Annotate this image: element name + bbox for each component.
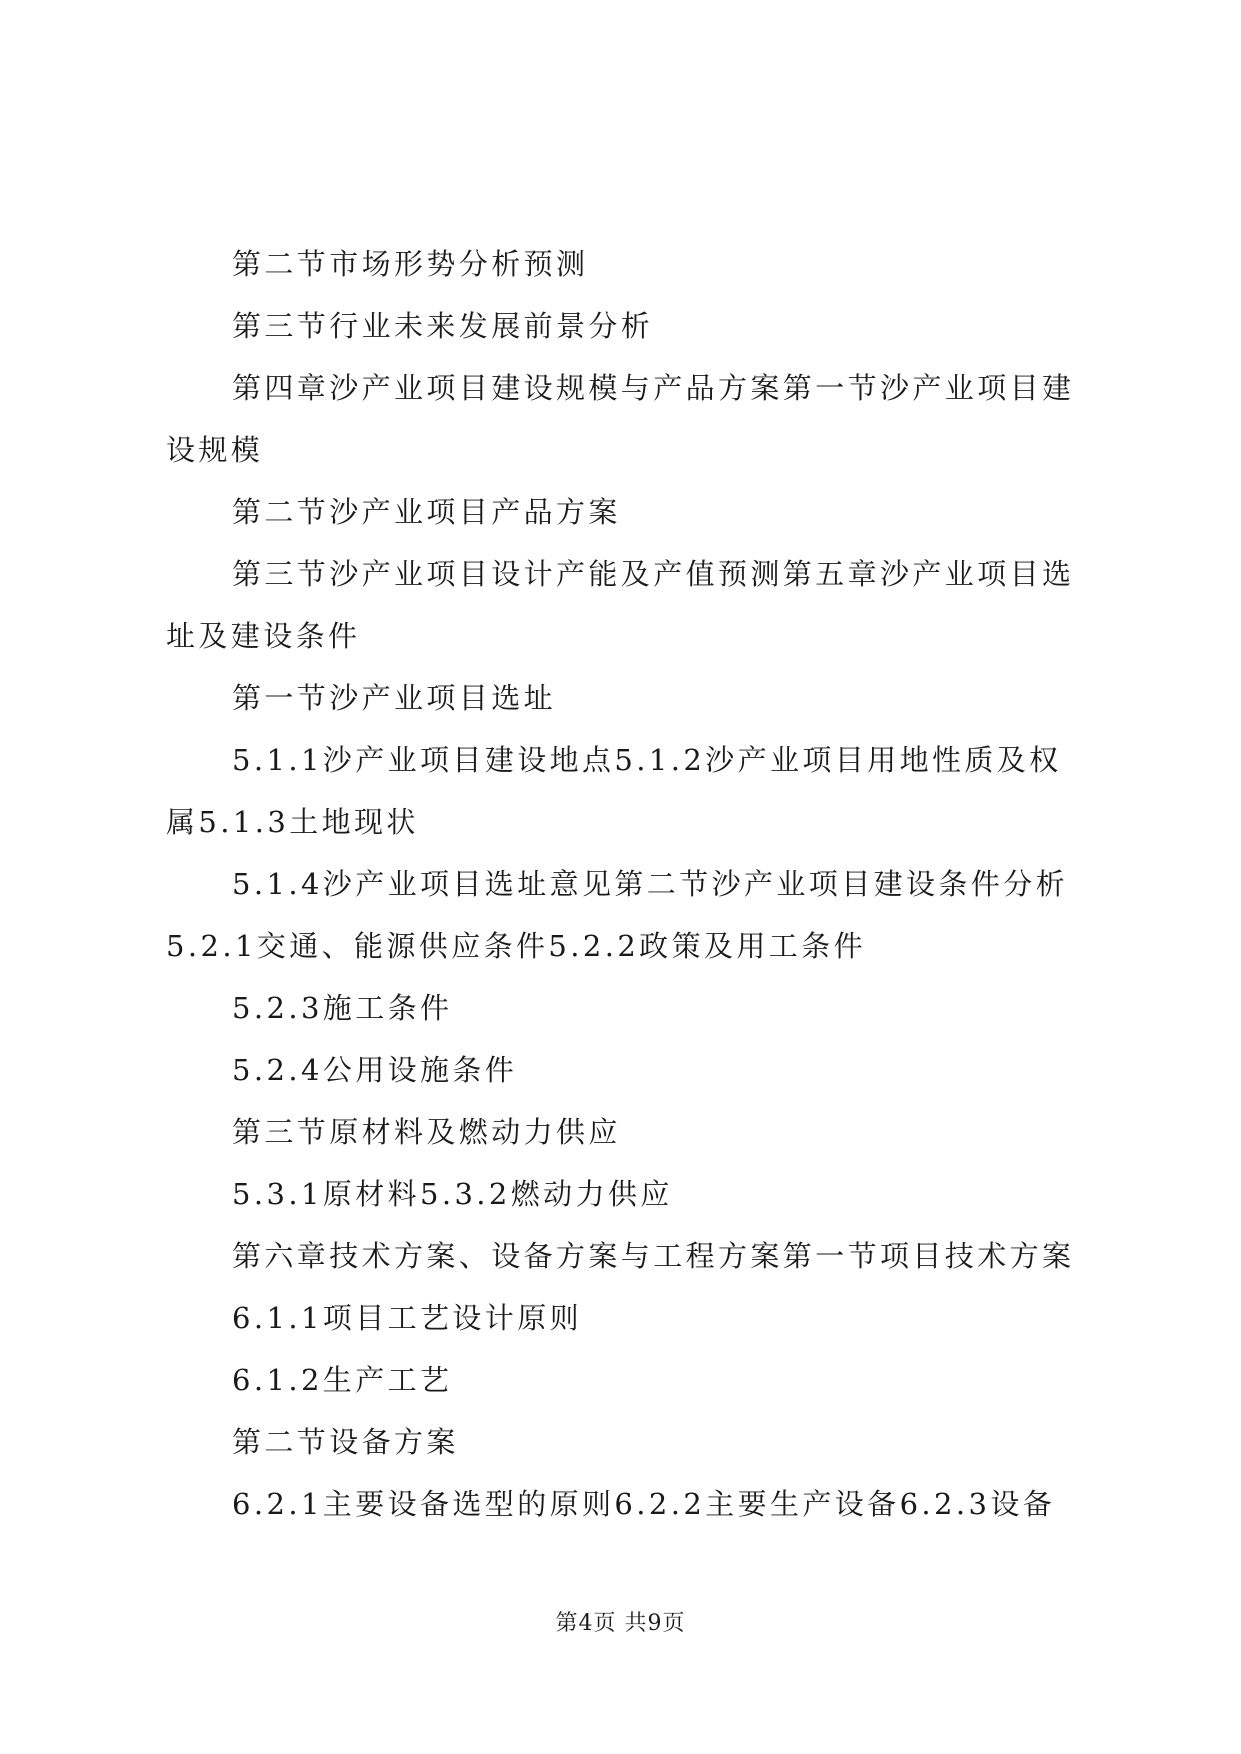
paragraph: 6.2.1主要设备选型的原则6.2.2主要生产设备6.2.3设备 — [232, 1487, 1056, 1521]
paragraph: 第一节沙产业项目选址 — [232, 681, 557, 715]
paragraph: 5.1.4沙产业项目选址意见第二节沙产业项目建设条件分析5.2.1交通、能源供应条件5.2.2政策及用工条件 — [166, 867, 1068, 963]
paragraph: 第二节设备方案 — [232, 1425, 459, 1459]
paragraph: 第二节市场形势分析预测 — [232, 247, 589, 281]
paragraph: 第三节原材料及燃动力供应 — [232, 1115, 621, 1149]
paragraph: 第二节沙产业项目产品方案 — [232, 495, 621, 529]
paragraph: 6.1.1项目工艺设计原则 — [232, 1301, 582, 1335]
paragraph: 第三节行业未来发展前景分析 — [232, 309, 654, 343]
paragraph: 第六章技术方案、设备方案与工程方案第一节项目技术方案 — [232, 1239, 1075, 1273]
paragraph: 5.2.3施工条件 — [232, 991, 453, 1025]
page-footer: 第4页 共9页 — [555, 1611, 686, 1636]
document-body — [166, 233, 1086, 1535]
paragraph: 5.3.1原材料5.3.2燃动力供应 — [232, 1177, 673, 1211]
paragraph: 第三节沙产业项目设计产能及产值预测第五章沙产业项目选址及建设条件 — [166, 557, 1075, 653]
paragraph: 5.2.4公用设施条件 — [232, 1053, 518, 1087]
paragraph: 第四章沙产业项目建设规模与产品方案第一节沙产业项目建设规模 — [166, 371, 1075, 467]
paragraph: 6.1.2生产工艺 — [232, 1363, 453, 1397]
paragraph: 5.1.1沙产业项目建设地点5.1.2沙产业项目用地性质及权属5.1.3土地现状 — [166, 743, 1062, 839]
